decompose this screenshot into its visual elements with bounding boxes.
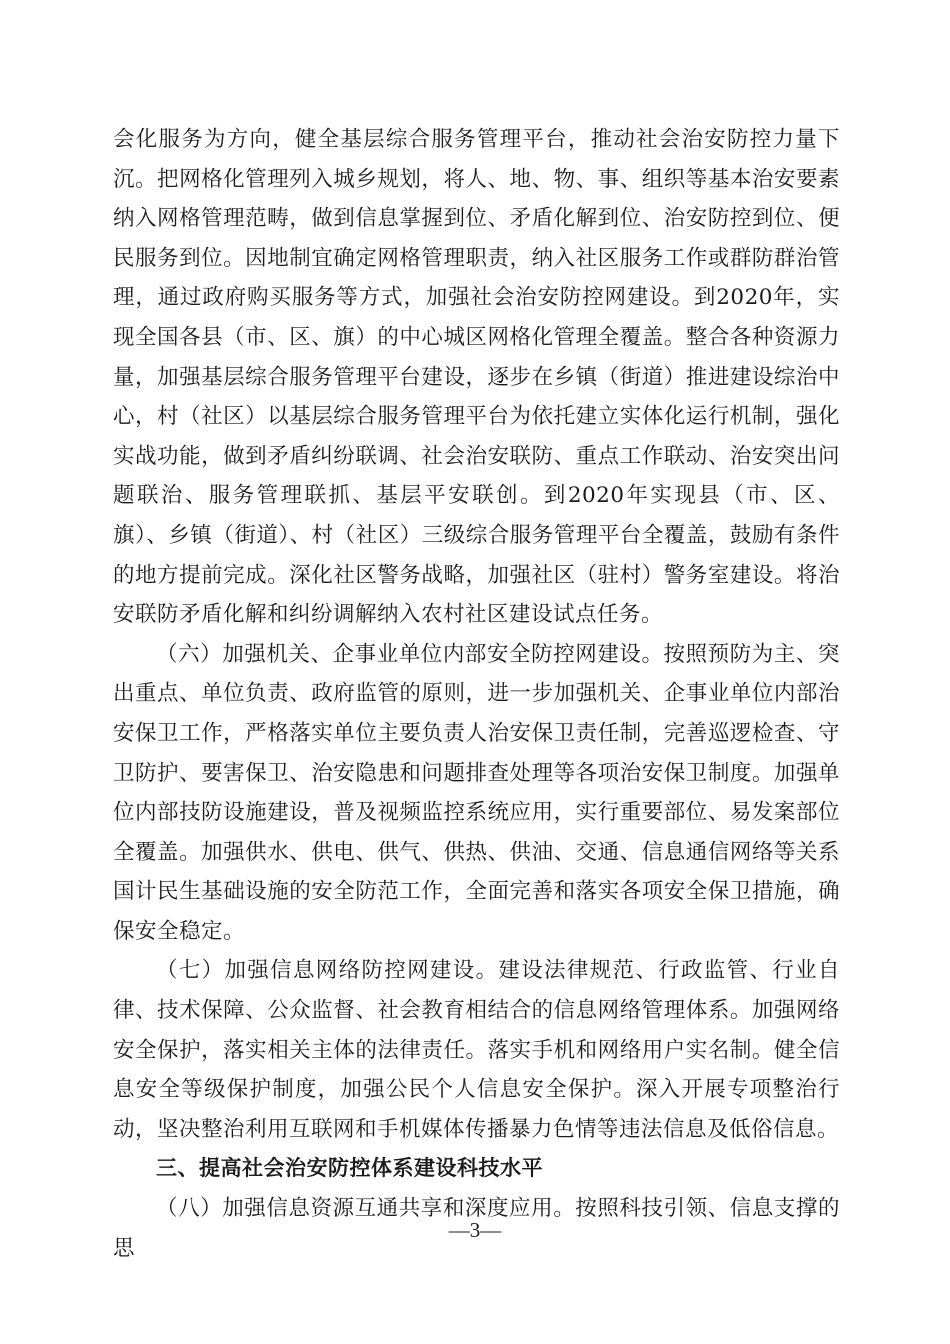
paragraph-item-6: （六）加强机关、企事业单位内部安全防控网建设。按照预防为主、突出重点、单位负责、政府监管的原则，进一步加强机关、企事业单位内部治安保卫工作，严格落实单位主要负责人治安保卫责任制，完善巡逻检查、守卫防护、要害保卫、治安隐患和问题排查处理等各项治安保卫制度。加强单位内部技防设施建设，普及视频监控系统应用，实行重要部位、易发案部位全覆盖。加强供水、供电、供气、供热、供油、交通、信息通信网络等关系国计民生基础设施的安全防范工作，全面完善和落实各项安全保卫措施，确保安全稳定。 (113, 641, 840, 944)
paragraph-item-7: （七）加强信息网络防控网建设。建设法律规范、行政监管、行业自律、技术保障、公众监督、社会教育相结合的信息网络管理体系。加强网络安全保护，落实相关主体的法律责任。落实手机和网络用户实名制。健全信息安全等级保护制度，加强公民个人信息安全保护。深入开展专项整治行动，坚决整治利用互联网和手机媒体传播暴力色情等违法信息及低俗信息。 (113, 958, 840, 1142)
section-heading: 三、提高社会治安防控体系建设科技水平 (156, 1156, 543, 1181)
document-body (113, 120, 840, 1268)
page-number: —3— (448, 1218, 502, 1242)
paragraph-continuation: 会化服务为方向，健全基层综合服务管理平台，推动社会治安防控力量下沉。把网格化管理列入城乡规划，将人、地、物、事、组织等基本治安要素纳入网格管理范畴，做到信息掌握到位、矛盾化解到位、治安防控到位、便民服务到位。因地制宜确定网格管理职责，纳入社区服务工作或群防群治管理，通过政府购买服务等方式，加强社会治安防控网建设。到2020年，实现全国各县（市、区、旗）的中心城区网格化管理全覆盖。整合各种资源力量，加强基层综合服务管理平台建设，逐步在乡镇（街道）推进建设综治中心，村（社区）以基层综合服务管理平台为依托建立实体化运行机制，强化实战功能，做到矛盾纠纷联调、社会治安联防、重点工作联动、治安突出问题联治、服务管理联抓、基层平安联创。到2020年实现县（市、区、旗）、乡镇（街道）、村（社区）三级综合服务管理平台全覆盖，鼓励有条件的地方提前完成。深化社区警务战略，加强社区（驻村）警务室建设。将治安联防矛盾化解和纠纷调解纳入农村社区建设试点任务。 (113, 127, 840, 628)
paragraph-item-8: （八）加强信息资源互通共享和深度应用。按照科技引领、信息支撑的思 (113, 1196, 840, 1261)
